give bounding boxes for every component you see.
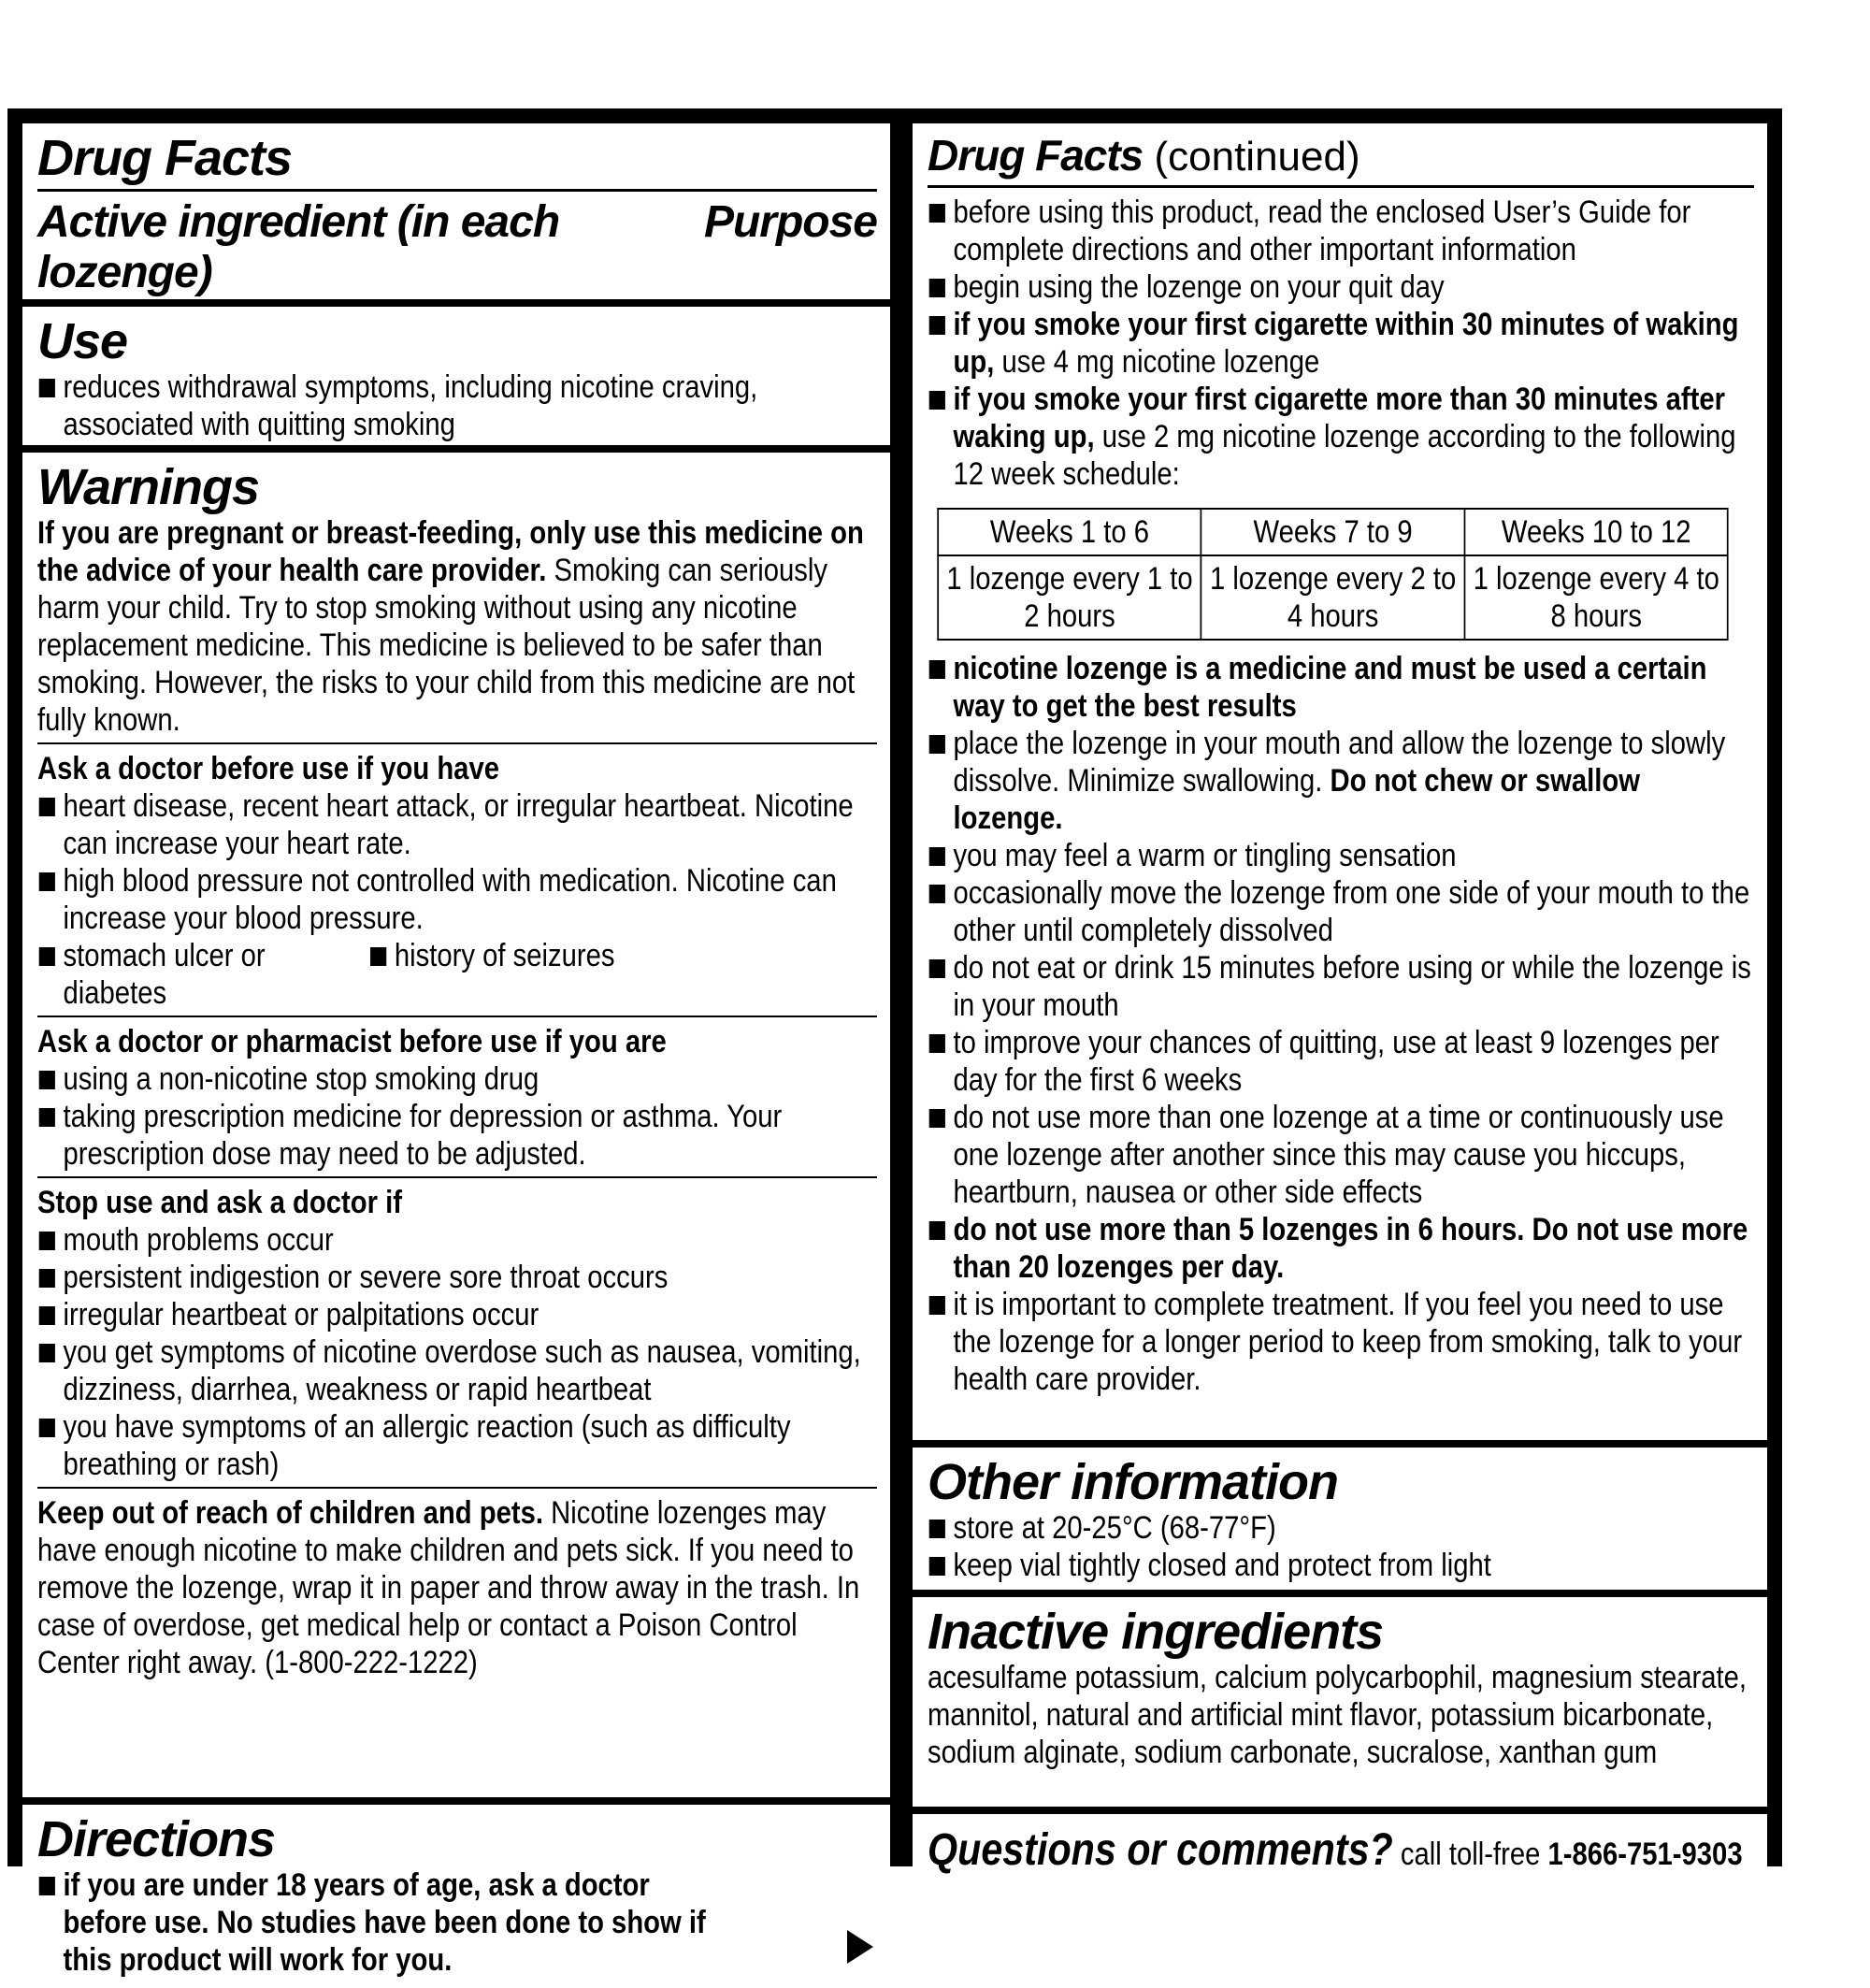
right-panel xyxy=(905,116,1775,1875)
schedule-cell: 1 lozenge every 1 to 2 hours xyxy=(938,555,1201,640)
divider xyxy=(928,185,1754,188)
ingredient-purpose xyxy=(550,298,759,299)
inactive-ingredients-text: acesulfame potassium, calcium polycarbophil, magnesium stearate, mannitol, natural and artificial mint flavor, potassium bicarbonate, sodium alginate, sodium carbonate, sucralose, xanthan gum xyxy=(928,1660,1747,1770)
toll-free-phone: 1-866-751-9303 xyxy=(1547,1837,1743,1872)
direction-item: you may feel a warm or tingling sensation xyxy=(928,837,1752,874)
keep-out-text: Nicotine lozenges may have enough nicotine to make children and pets sick. If you need to remove the lozenge, wrap it in paper and throw away in the trash. In case of overdose, get medical help or contact a Poison Control Center right away. (1-800-222-1222) xyxy=(37,1495,860,1680)
dot-leader xyxy=(455,298,550,299)
direction-item: nicotine lozenge is a medicine and must be used a certain way to get the best results xyxy=(928,650,1752,725)
stop-use-item: mouth problems occur xyxy=(37,1221,875,1259)
pregnancy-warning xyxy=(37,514,875,739)
continued-title-suffix: (continued) xyxy=(1143,134,1360,180)
divider xyxy=(37,1016,877,1017)
questions-text: call toll-free xyxy=(1392,1837,1548,1872)
stop-use-item: persistent indigestion or severe sore throat occurs xyxy=(37,1259,875,1296)
use-title: Use xyxy=(37,313,128,369)
inactive-ingredients-title: Inactive ingredients xyxy=(928,1604,1384,1660)
schedule-header: Weeks 7 to 9 xyxy=(1201,509,1465,555)
direction-item-bold: Do not chew or swallow lozenge. xyxy=(953,763,1640,836)
direction-item: before using this product, read the enclosed User’s Guide for complete directions and other important information xyxy=(928,194,1752,268)
stop-use-heading: Stop use and ask a doctor if xyxy=(37,1185,402,1220)
directions-item: if you are under 18 years of age, ask a doctor before use. No studies have been done to show if this product will work for you. xyxy=(37,1866,733,1979)
continue-arrow-icon xyxy=(847,1930,873,1964)
direction-item xyxy=(928,306,1752,381)
divider xyxy=(37,742,877,744)
schedule-cell: 1 lozenge every 4 to 8 hours xyxy=(1464,555,1728,640)
inactive-ingredients-box xyxy=(913,1597,1767,1807)
direction-item: do not eat or drink 15 minutes before using or while the lozenge is in your mouth xyxy=(928,949,1752,1024)
drug-facts-continued-title xyxy=(928,131,1754,181)
keep-out-bold: Keep out of reach of children and pets. xyxy=(37,1495,544,1531)
divider xyxy=(37,1176,877,1178)
other-info-item: keep vial tightly closed and protect from light xyxy=(928,1547,1752,1584)
keep-out-warning xyxy=(37,1494,875,1681)
schedule-row xyxy=(938,555,1728,640)
divider xyxy=(37,189,877,192)
divider xyxy=(37,1487,877,1489)
ask-doctor-item: high blood pressure not controlled with medication. Nicotine can increase your blood pressure. xyxy=(37,862,875,937)
ingredient-name xyxy=(37,298,455,299)
schedule-header: Weeks 10 to 12 xyxy=(1464,509,1728,555)
pregnancy-warning-bold: If you are pregnant or breast-feeding, only use this medicine on the advice of your health care provider. xyxy=(37,515,864,588)
ask-pharmacist-item: using a non-nicotine stop smoking drug xyxy=(37,1060,875,1098)
direction-item: do not use more than one lozenge at a time or continuously use one lozenge after another since this may cause you hiccups, heartburn, nausea or other side effects xyxy=(928,1099,1752,1211)
continued-title-main: Drug Facts xyxy=(928,131,1144,180)
direction-item: begin using the lozenge on your quit day xyxy=(928,268,1752,306)
direction-item-text: use 2 mg nicotine lozenge according to the following 12 week schedule: xyxy=(953,419,1736,492)
questions-title: Questions or comments? xyxy=(928,1825,1393,1875)
direction-item: to improve your chances of quitting, use at least 9 lozenges per day for the first 6 weeks xyxy=(928,1024,1752,1099)
ask-doctor-heading: Ask a doctor before use if you have xyxy=(37,751,499,786)
direction-item xyxy=(928,381,1752,493)
direction-item xyxy=(928,725,1752,837)
other-info-item: store at 20-25°C (68-77°F) xyxy=(928,1509,1752,1547)
ask-doctor-item: stomach ulcer or diabetes xyxy=(37,937,368,1012)
drug-facts-label xyxy=(7,108,1782,1978)
ask-pharmacist-heading: Ask a doctor or pharmacist before use if you are xyxy=(37,1024,667,1059)
use-item: reduces withdrawal symptoms, including nicotine craving, associated with quitting smoking xyxy=(37,368,875,443)
schedule-cell: 1 lozenge every 2 to 4 hours xyxy=(1201,555,1465,640)
stop-use-item: you have symptoms of an allergic reaction (such as difficulty breathing or rash) xyxy=(37,1408,875,1483)
direction-item: occasionally move the lozenge from one side of your mouth to the other until completely dissolved xyxy=(928,874,1752,949)
active-ingredient-row xyxy=(37,298,875,299)
ask-doctor-item: heart disease, recent heart attack, or irregular heartbeat. Nicotine can increase your heart rate. xyxy=(37,787,875,862)
pregnancy-warning-text: Smoking can seriously harm your child. Try to stop smoking without using any nicotine replacement medicine. This medicine is believed to be safer than smoking. However, the risks to your child from this medicine are not fully known. xyxy=(37,553,856,738)
active-purpose-header xyxy=(37,197,877,298)
dosing-schedule-table xyxy=(937,508,1729,641)
ask-doctor-item: history of seizures xyxy=(368,937,614,1012)
directions-box xyxy=(22,1805,890,1988)
stop-use-item: irregular heartbeat or palpitations occur xyxy=(37,1296,875,1333)
use-box xyxy=(22,307,890,445)
direction-item-bold: if you smoke your first cigarette within 30 minutes of waking up, xyxy=(953,307,1739,380)
directions-title: Directions xyxy=(37,1811,276,1867)
other-information-title: Other information xyxy=(928,1454,1338,1510)
questions-line xyxy=(928,1823,1752,1881)
schedule-header-row xyxy=(938,509,1728,555)
ask-doctor-pair xyxy=(37,937,875,1012)
drug-facts-continued-box xyxy=(913,123,1767,1440)
left-panel xyxy=(15,116,898,1978)
direction-item-text: place the lozenge in your mouth and allow the lozenge to slowly dissolve. Minimize swallowing. xyxy=(953,726,1726,799)
warnings-title: Warnings xyxy=(37,459,260,515)
stop-use-item: you get symptoms of nicotine overdose such as nausea, vomiting, dizziness, diarrhea, weakness or rapid heartbeat xyxy=(37,1333,875,1408)
direction-item-text: use 4 mg nicotine lozenge xyxy=(994,344,1320,380)
warnings-box xyxy=(22,453,890,1797)
active-ingredient-heading: Active ingredient (in each lozenge) xyxy=(37,197,560,297)
drug-facts-title: Drug Facts xyxy=(37,130,293,186)
direction-item: it is important to complete treatment. If you feel you need to use the lozenge for a longer period to keep from smoking, talk to your health care provider. xyxy=(928,1286,1752,1398)
direction-item-bold: if you smoke your first cigarette more than 30 minutes after waking up, xyxy=(953,382,1725,454)
other-information-box xyxy=(913,1448,1767,1590)
direction-item: do not use more than 5 lozenges in 6 hours. Do not use more than 20 lozenges per day. xyxy=(928,1211,1752,1286)
questions-box xyxy=(913,1814,1767,1894)
ask-pharmacist-item: taking prescription medicine for depression or asthma. Your prescription dose may need to be adjusted. xyxy=(37,1098,875,1173)
purpose-heading: Purpose xyxy=(703,197,877,247)
schedule-header: Weeks 1 to 6 xyxy=(938,509,1201,555)
drug-facts-box xyxy=(22,123,890,299)
